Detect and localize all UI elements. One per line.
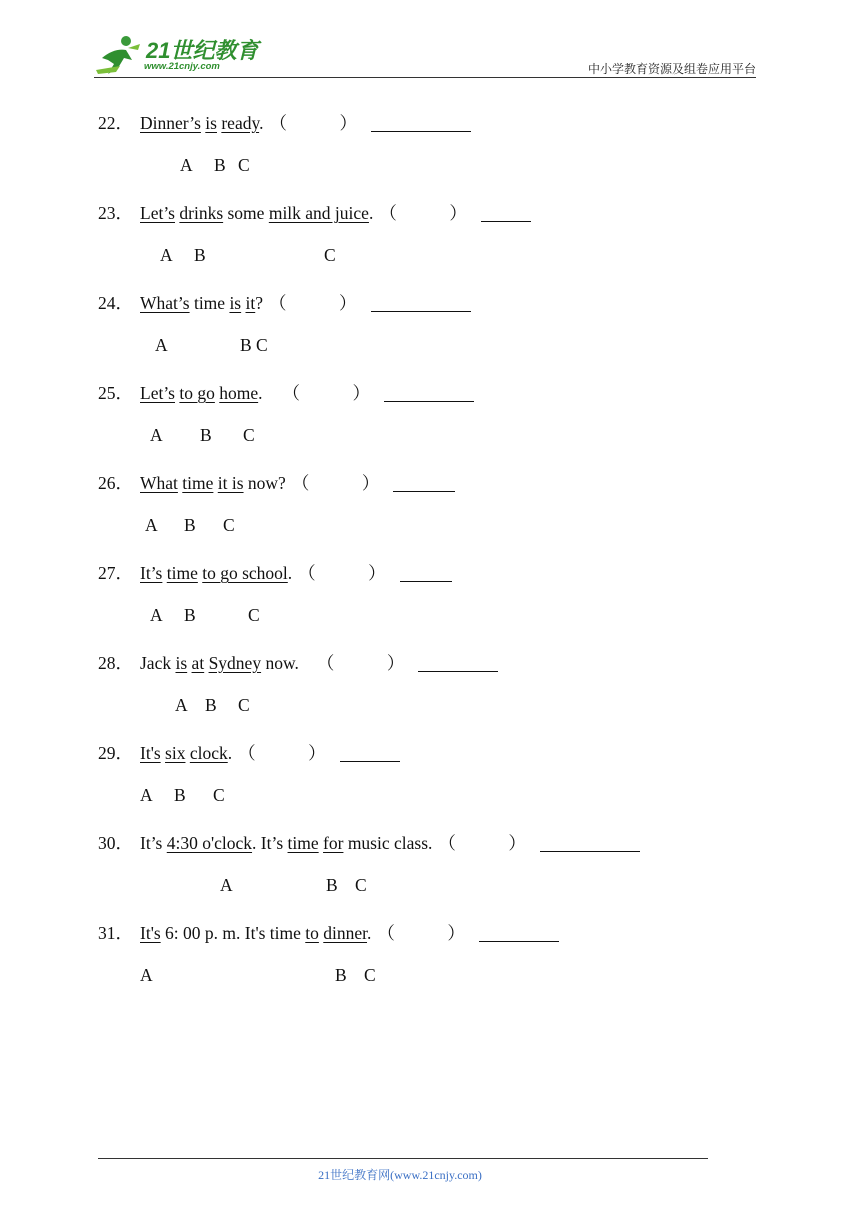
underlined-word: What’s: [140, 293, 190, 313]
question-31: [98, 920, 559, 945]
option-label: B: [200, 425, 212, 445]
correction-blank[interactable]: [418, 670, 498, 672]
sentence-text: some: [223, 203, 269, 223]
answer-parentheses: （ ）: [269, 113, 357, 133]
question-24: [98, 290, 471, 315]
option-label: C: [355, 875, 367, 895]
question-number: 26．: [98, 473, 133, 493]
option-label: B: [335, 965, 347, 985]
underlined-word: time: [166, 563, 198, 583]
sentence-text: music class.: [343, 833, 433, 853]
option-label: A: [220, 875, 233, 895]
question-25: [98, 380, 474, 405]
sentence-text: now.: [261, 653, 299, 673]
sentence-text: .: [259, 113, 264, 133]
question-28: [98, 650, 498, 675]
answer-parentheses: （ ）: [379, 203, 467, 223]
sentence-text: now?: [243, 473, 286, 493]
underlined-word: It's: [140, 743, 161, 763]
sentence-text: It’s: [140, 833, 167, 853]
underlined-word: is: [175, 653, 188, 673]
correction-blank[interactable]: [371, 130, 471, 132]
underlined-word: It's: [140, 923, 161, 943]
footer: [0, 1166, 860, 1183]
option-label: B: [194, 245, 206, 265]
question-number: 24．: [98, 293, 133, 313]
option-label: B: [174, 785, 186, 805]
option-label: C: [243, 425, 255, 445]
logo-url: www.21cnjy.com: [144, 61, 220, 72]
question-26: [98, 470, 455, 495]
answer-parentheses: （ ）: [269, 293, 357, 313]
sentence-text: ?: [255, 293, 264, 313]
footer-text: 21世纪教育网(www.21cnjy.com): [318, 1168, 482, 1182]
correction-blank[interactable]: [384, 400, 474, 402]
footer-divider: [98, 1158, 708, 1159]
underlined-word: milk and juice: [268, 203, 369, 223]
correction-blank[interactable]: [340, 760, 400, 762]
option-label: B C: [240, 335, 268, 355]
underlined-word: It’s: [140, 563, 163, 583]
underlined-word: to: [305, 923, 319, 943]
question-number: 29．: [98, 743, 133, 763]
option-label: B: [214, 155, 226, 175]
underlined-word: six: [165, 743, 186, 763]
question-number: 30．: [98, 833, 133, 853]
option-label: C: [238, 695, 250, 715]
underlined-word: it: [245, 293, 256, 313]
sentence-text: . It’s: [252, 833, 288, 853]
question-27: [98, 560, 452, 585]
option-label: C: [248, 605, 260, 625]
underlined-word: home: [219, 383, 259, 403]
header-platform-text: 中小学教育资源及组卷应用平台: [587, 62, 756, 76]
option-label: A: [160, 245, 173, 265]
runner-logo-icon: [94, 34, 142, 78]
option-label: A: [140, 965, 153, 985]
underlined-word: to go: [179, 383, 215, 403]
correction-blank[interactable]: [400, 580, 452, 582]
question-number: 27．: [98, 563, 133, 583]
correction-blank[interactable]: [540, 850, 640, 852]
question-22: [98, 110, 471, 135]
option-label: C: [324, 245, 336, 265]
sentence-text: Jack: [140, 653, 176, 673]
underlined-word: to go school: [202, 563, 288, 583]
option-label: C: [364, 965, 376, 985]
sentence-text: .: [258, 383, 263, 403]
underlined-word: time: [182, 473, 214, 493]
answer-parentheses: （ ）: [316, 653, 405, 673]
underlined-word: clock: [189, 743, 228, 763]
underlined-word: What: [140, 473, 178, 493]
underlined-word: ready: [221, 113, 260, 133]
question-number: 31．: [98, 923, 133, 943]
underlined-word: for: [323, 833, 344, 853]
underlined-word: drinks: [179, 203, 224, 223]
sentence-text: .: [367, 923, 372, 943]
option-label: B: [326, 875, 338, 895]
underlined-word: it is: [217, 473, 244, 493]
option-label: A: [150, 425, 163, 445]
option-label: C: [213, 785, 225, 805]
correction-blank[interactable]: [481, 220, 531, 222]
correction-blank[interactable]: [393, 490, 455, 492]
underlined-word: Dinner’s: [140, 113, 201, 133]
sentence-text: .: [227, 743, 233, 763]
sentence-text: .: [368, 203, 374, 223]
option-label: A: [155, 335, 168, 355]
answer-parentheses: （ ）: [238, 743, 326, 763]
page-header: [94, 30, 756, 80]
logo: [94, 34, 264, 78]
header-divider: [94, 77, 756, 78]
underlined-word: is: [205, 113, 217, 133]
question-number: 28．: [98, 653, 133, 673]
option-label: A: [140, 785, 153, 805]
option-label: C: [238, 155, 250, 175]
question-number: 25．: [98, 383, 133, 403]
question-number: 23．: [98, 203, 133, 223]
underlined-word: Let’s: [140, 383, 175, 403]
question-29: [98, 740, 400, 765]
underlined-word: Let’s: [140, 203, 175, 223]
answer-parentheses: （ ）: [438, 833, 526, 853]
underlined-word: Sydney: [208, 653, 262, 673]
option-label: A: [175, 695, 188, 715]
answer-parentheses: （ ）: [282, 383, 371, 403]
sentence-text: 6: 00 p. m. It's time: [160, 923, 306, 943]
question-23: [98, 200, 531, 225]
answer-parentheses: （ ）: [298, 563, 386, 583]
question-number: 22．: [98, 113, 133, 133]
sentence-text: time: [189, 293, 230, 313]
answer-parentheses: （ ）: [377, 923, 465, 943]
logo-text: 21世纪教育: [146, 38, 259, 63]
correction-blank[interactable]: [479, 940, 559, 942]
option-label: A: [150, 605, 163, 625]
underlined-word: is: [229, 293, 242, 313]
option-label: A: [180, 155, 193, 175]
question-30: [98, 830, 640, 855]
option-label: B: [184, 515, 196, 535]
answer-parentheses: （ ）: [291, 473, 380, 493]
underlined-word: at: [191, 653, 205, 673]
underlined-word: dinner: [323, 923, 368, 943]
option-label: C: [223, 515, 235, 535]
option-label: A: [145, 515, 158, 535]
option-label: B: [205, 695, 217, 715]
underlined-word: time: [287, 833, 319, 853]
correction-blank[interactable]: [371, 310, 471, 312]
underlined-word: 4:30 o'clock: [166, 833, 253, 853]
sentence-text: .: [287, 563, 293, 583]
option-label: B: [184, 605, 196, 625]
